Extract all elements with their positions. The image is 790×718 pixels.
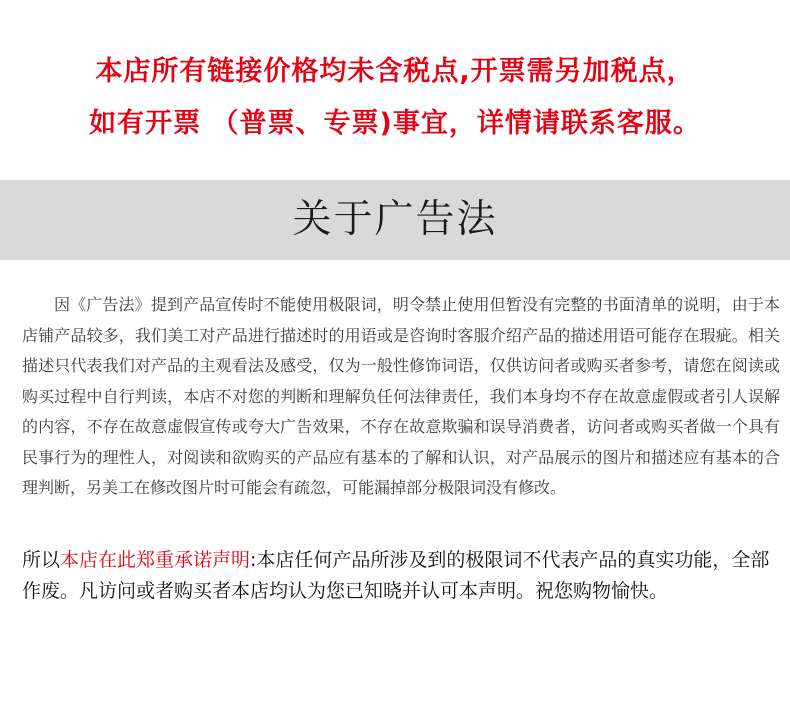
tax-notice bbox=[0, 46, 790, 150]
statement-body: :本店任何产品所涉及到的极限词不代表产品的真实功能，全部作废。凡访问或者购买者本店均认为您已知晓并认可本声明。祝您购物愉快。 bbox=[22, 549, 770, 602]
statement-prefix: 所以 bbox=[22, 549, 61, 571]
section-title-band bbox=[0, 180, 790, 260]
store-statement bbox=[22, 545, 780, 606]
advertising-law-paragraph: 因《广告法》提到产品宣传时不能使用极限词，明令禁止使用但暂没有完整的书面清单的说明，由于本店铺产品较多，我们美工对产品进行描述时的用语或是咨询时客服介绍产品的描述用语可能存在瑕疵。相关描述只代表我们对产品的主观看法及感受，仅为一般性修饰词语，仅供访问者或购买者参考，请您在阅读或购买过程中自行判读，本店不对您的判断和理解负任何法律责任，我们本身均不存在故意虚假或者引人误解的内容，不存在故意虚假宣传或夸大广告效果，不存在故意欺骗和误导消费者，访问者或购买者做一个具有民事行为的理性人，对阅读和欲购买的产品应有基本的了解和认识，对产品展示的图片和描述应有基本的合理判断，另美工在修改图片时可能会有疏忽，可能漏掉部分极限词没有修改。 bbox=[22, 295, 780, 497]
section-title: 关于广告法 bbox=[292, 197, 498, 242]
tax-notice-line-1: 本店所有链接价格均未含税点,开票需另加税点， bbox=[95, 56, 695, 87]
tax-notice-line-2: 如有开票 （普票、专票)事宜，详情请联系客服。 bbox=[89, 108, 701, 139]
statement-highlight: 本店在此郑重承诺声明 bbox=[60, 549, 251, 571]
